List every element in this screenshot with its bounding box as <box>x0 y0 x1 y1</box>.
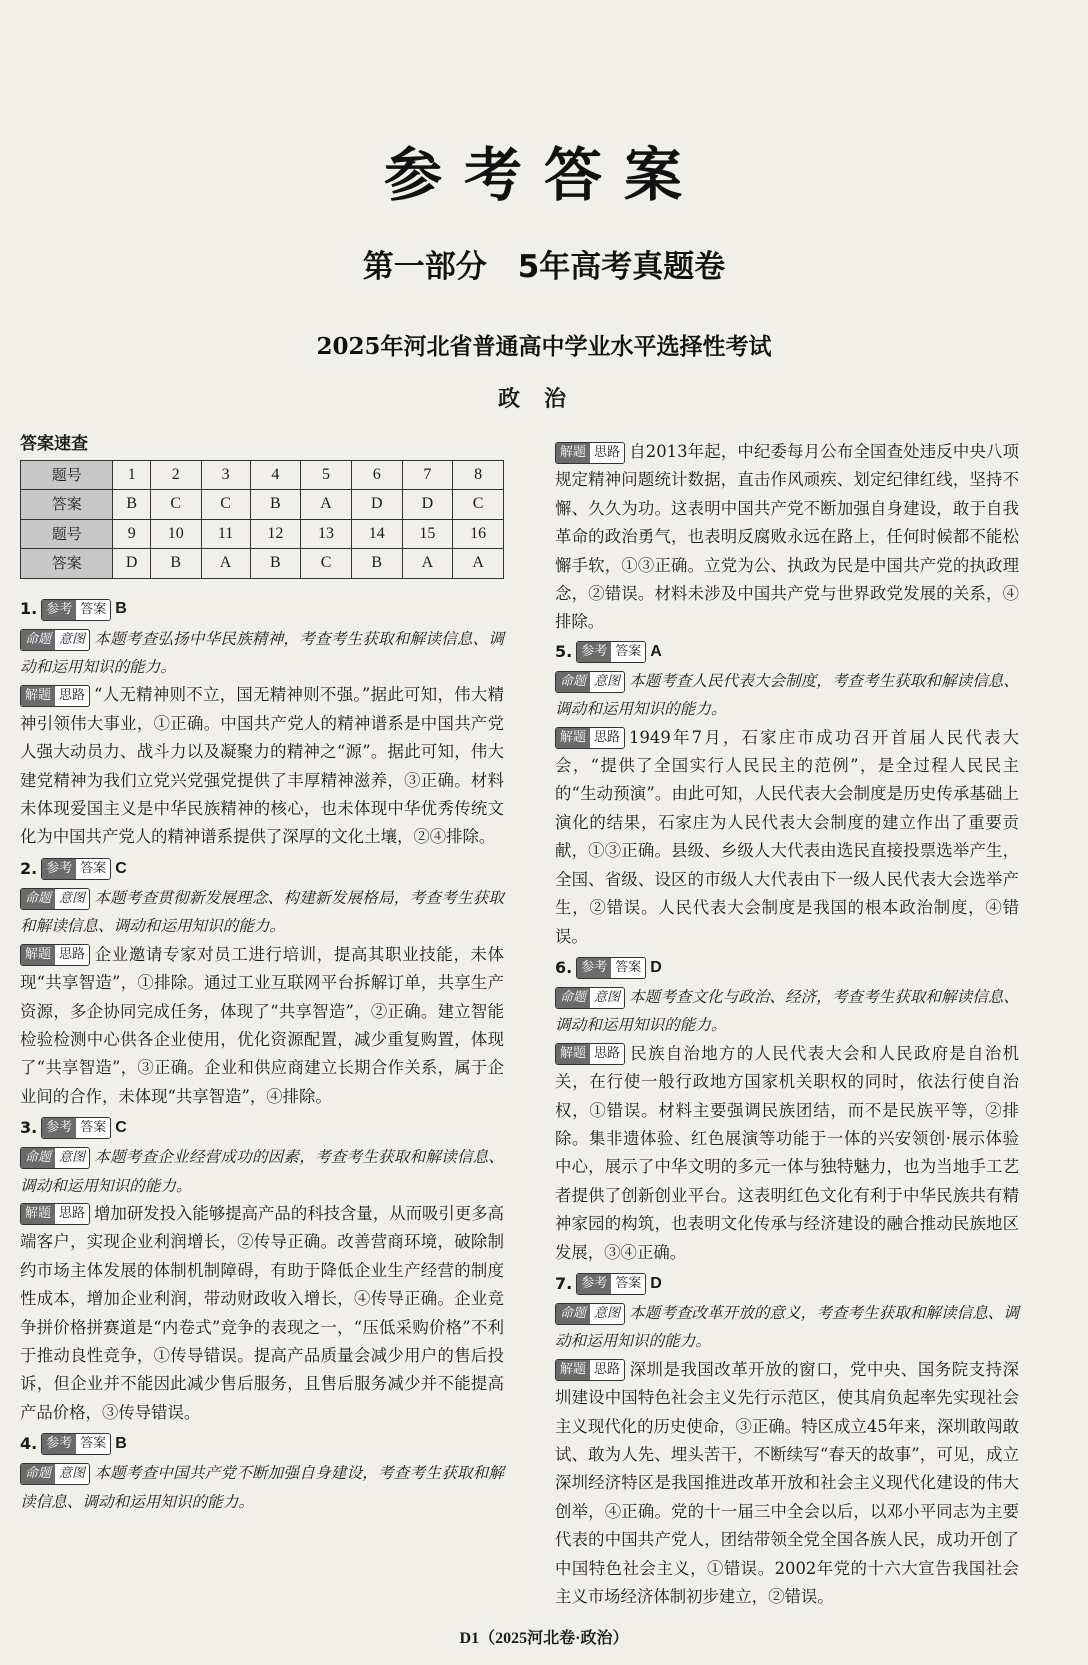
table-row <box>21 490 504 519</box>
answer-value: B <box>115 600 127 618</box>
table-row <box>21 519 504 548</box>
solution-text: 企业邀请专家对员工进行培训，提高其职业技能，未体现“共享智造”，①排除。通过工业互联网平台拆解订单，共享生产资源，多企协同完成任务，体现了“共享智造”，②正确。建立智能检验检测中心供各企业使用，优化资源配置，减少重复购置，体现了“共享智造”，③正确。企业和供应商建立长期合作关系，属于企业间的合作，未体现“共享智造”，④排除。 <box>20 944 504 1106</box>
question-block-5 <box>555 637 1019 951</box>
question-number: 4. <box>20 1433 38 1453</box>
intent-tag: 命题 意图 <box>20 1147 90 1169</box>
table-row <box>21 549 504 578</box>
question-block-7 <box>555 1269 1019 1611</box>
table-cell: 14 <box>351 519 402 548</box>
question-number: 7. <box>555 1273 573 1293</box>
row-label: 答案 <box>21 549 113 578</box>
left-column <box>20 434 504 1518</box>
solution-tag: 解题 思路 <box>20 1203 90 1225</box>
intent-text: 本题考查改革开放的意义，考查考生获取和解读信息、调动和运用知识的能力。 <box>555 1303 1019 1351</box>
solution-text: 深圳是我国改革开放的窗口，党中央、国务院支持深圳建设中国特色社会主义先行示范区，使其肩负起率先实现社会主义现代化的历史使命，③正确。特区成立45年来，深圳敢闯敢试、敢为人先、埋头苦干，不断续写“春天的故事”，可见，成立深圳经济特区是我国推进改革开放和社会主义现代化建设的伟大创举，④正确。党的十一届三中全会以后，以邓小平同志为主要代表的中国共产党人，团结带领全党全国各族人民，成功开创了中国特色社会主义，①错误。2002年党的十六大宣告我国社会主义市场经济体制初步建立，②错误。 <box>555 1359 1019 1607</box>
table-cell: B <box>150 549 201 578</box>
table-cell: D <box>113 549 150 578</box>
page-title: 参考答案 <box>383 141 704 209</box>
question-block-1 <box>20 595 504 852</box>
answer-tag: 参考 答案 <box>41 1433 111 1455</box>
table-cell: B <box>113 490 150 519</box>
question-block-2 <box>20 854 504 1111</box>
table-cell: 15 <box>402 519 453 548</box>
solution-text: 1949年7月，石家庄市成功召开首届人民代表大会，“提供了全国实行人民民主的范例”，是全过程人民民主的“生动预演”。由此可知，人民代表大会制度是历史传承基础上演化的结果，石家庄为人民代表大会制度的建立作出了重要贡献，①③正确。县级、乡级人大代表由选民直接投票选举产生，全国、省级、设区的市级人大代表由下一级人民代表大会选举产生，②错误。人民代表大会制度是我国的根本政治制度，④错误。 <box>555 727 1019 946</box>
answer-tag: 参考 答案 <box>576 641 646 663</box>
solution-text: 自2013年起，中纪委每月公布全国查处违反中央八项规定精神问题统计数据，直击作风顽疾、划定纪律红线，坚持不懈、久久为功。这表明中国共产党不断加强自身建设，敢于自我革命的政治勇气，也表明反腐败永远在路上，任何时候都不能松懈手软，①③正确。立党为公、执政为民是中国共产党的执政理念，②错误。材料未涉及中国共产党与世界政党发展的关系，④排除。 <box>555 442 1019 632</box>
answer-tag: 参考 答案 <box>41 858 111 880</box>
solution-tag: 解题 思路 <box>20 944 90 966</box>
intent-tag: 命题 意图 <box>555 987 625 1009</box>
row-label: 题号 <box>21 519 113 548</box>
table-cell: D <box>402 490 453 519</box>
table-cell: B <box>351 549 402 578</box>
row-label: 答案 <box>21 490 113 519</box>
question-number: 5. <box>555 641 573 661</box>
table-cell: C <box>301 549 352 578</box>
subject-title: 政治 <box>497 387 590 412</box>
table-cell: A <box>402 549 453 578</box>
table-cell: 4 <box>250 461 301 490</box>
quick-answers-table <box>20 460 504 579</box>
table-cell: 7 <box>402 461 453 490</box>
question-4-solution <box>555 438 1019 637</box>
answer-value: B <box>115 1434 127 1452</box>
solution-tag: 解题 思路 <box>555 1043 625 1065</box>
table-cell: A <box>453 549 504 578</box>
table-cell: B <box>250 490 301 519</box>
table-cell: C <box>150 490 201 519</box>
solution-text: 增加研发投入能够提高产品的科技含量，从而吸引更多高端客户，实现企业利润增长，②传导正确。改善营商环境，破除制约市场主体发展的体制机制障碍，有助于降低企业生产经营的制度性成本，增加企业利润，带动财政收入增长，④传导正确。企业竞争拼价格拼赛道是“内卷式”竞争的表现之一，“压低采购价格”不利于推动良性竞争，①传导错误。提高产品质量会减少用户的售后投诉，但企业并不能因此减少售后服务，且售后服务减少并不能提高产品价格，③传导错误。 <box>20 1203 504 1422</box>
table-cell: 16 <box>453 519 504 548</box>
intent-tag: 命题 意图 <box>20 888 90 910</box>
answer-value: C <box>115 859 127 877</box>
table-row <box>21 461 504 490</box>
table-cell: A <box>301 490 352 519</box>
intent-text: 本题考查中国共产党不断加强自身建设，考查考生获取和解读信息、调动和运用知识的能力。 <box>20 1464 504 1511</box>
answer-value: D <box>650 1274 662 1292</box>
table-cell: 1 <box>113 461 150 490</box>
table-cell: B <box>250 549 301 578</box>
answer-tag: 参考 答案 <box>41 599 111 621</box>
table-cell: 10 <box>150 519 201 548</box>
intent-text: 本题考查文化与政治、经济，考查考生获取和解读信息、调动和运用知识的能力。 <box>555 987 1019 1035</box>
intent-tag: 命题 意图 <box>20 629 90 651</box>
solution-text: 民族自治地方的人民代表大会和人民政府是自治机关，在行使一般行政地方国家机关职权的同时，依法行使自治权，①错误。材料主要强调民族团结，而不是民族平等，②排除。集非遗体验、红色展演等功能于一体的兴安领创·展示体验中心，展示了中华文明的多元一体与独特魅力，也为当地手工艺者提供了创新创业平台。这表明红色文化有利于中华民族共有精神家园的构筑，也表明文化传承与经济建设的融合推动民族地区发展，③④正确。 <box>555 1043 1019 1262</box>
table-cell: C <box>201 490 250 519</box>
right-column <box>555 438 1019 1613</box>
intent-text: 本题考查弘扬中华民族精神，考查考生获取和解读信息、调动和运用知识的能力。 <box>20 629 504 677</box>
table-cell: 3 <box>201 461 250 490</box>
question-number: 6. <box>555 957 573 977</box>
solution-tag: 解题 思路 <box>555 442 625 464</box>
table-cell: 6 <box>351 461 402 490</box>
question-number: 3. <box>20 1117 38 1137</box>
table-cell: A <box>201 549 250 578</box>
table-cell: 12 <box>250 519 301 548</box>
solution-tag: 解题 思路 <box>555 727 625 749</box>
question-number: 1. <box>20 599 38 619</box>
intent-tag: 命题 意图 <box>555 671 625 693</box>
intent-tag: 命题 意图 <box>20 1463 90 1485</box>
answer-value: C <box>115 1118 127 1136</box>
quick-answers-title: 答案速查 <box>20 434 88 454</box>
answer-tag: 参考 答案 <box>576 1273 646 1295</box>
row-label: 题号 <box>21 461 113 490</box>
part-title: 第一部分 5年高考真题卷 <box>362 249 726 285</box>
table-cell: 2 <box>150 461 201 490</box>
answer-value: A <box>650 642 662 660</box>
table-cell: 9 <box>113 519 150 548</box>
question-block-4 <box>20 1429 504 1516</box>
intent-text: 本题考查人民代表大会制度，考查考生获取和解读信息、调动和运用知识的能力。 <box>555 671 1019 719</box>
table-cell: 5 <box>301 461 352 490</box>
answer-value: D <box>650 958 662 976</box>
question-number: 2. <box>20 858 38 878</box>
intent-tag: 命题 意图 <box>555 1303 625 1325</box>
intent-text: 本题考查企业经营成功的因素，考查考生获取和解读信息、调动和运用知识的能力。 <box>20 1148 504 1195</box>
solution-text: “人无精神则不立，国无精神则不强。”据此可知，伟大精神引领伟大事业，①正确。中国共产党人的精神谱系是中国共产党人强大动员力、战斗力以及凝聚力的精神之“源”。据此可知，伟大建党精神为我们立党兴党强党提供了丰厚精神滋养，③正确。材料未体现爱国主义是中华民族精神的核心，也未体现中华优秀传统文化为中国共产党人的精神谱系提供了深厚的文化土壤，②④排除。 <box>20 685 504 847</box>
question-block-6 <box>555 953 1019 1267</box>
table-cell: 8 <box>453 461 504 490</box>
intent-text: 本题考查贯彻新发展理念、构建新发展格局，考查考生获取和解读信息、调动和运用知识的能力。 <box>20 888 504 936</box>
question-block-3 <box>20 1113 504 1427</box>
table-cell: 11 <box>201 519 250 548</box>
exam-title: 2025年河北省普通高中学业水平选择性考试 <box>316 333 772 360</box>
solution-tag: 解题 思路 <box>20 685 90 707</box>
table-cell: 13 <box>301 519 352 548</box>
answer-tag: 参考 答案 <box>41 1117 111 1139</box>
page-footer: D1（2025河北卷·政治） <box>459 1630 629 1647</box>
answer-tag: 参考 答案 <box>576 957 646 979</box>
solution-tag: 解题 思路 <box>555 1359 625 1381</box>
table-cell: D <box>351 490 402 519</box>
table-cell: C <box>453 490 504 519</box>
